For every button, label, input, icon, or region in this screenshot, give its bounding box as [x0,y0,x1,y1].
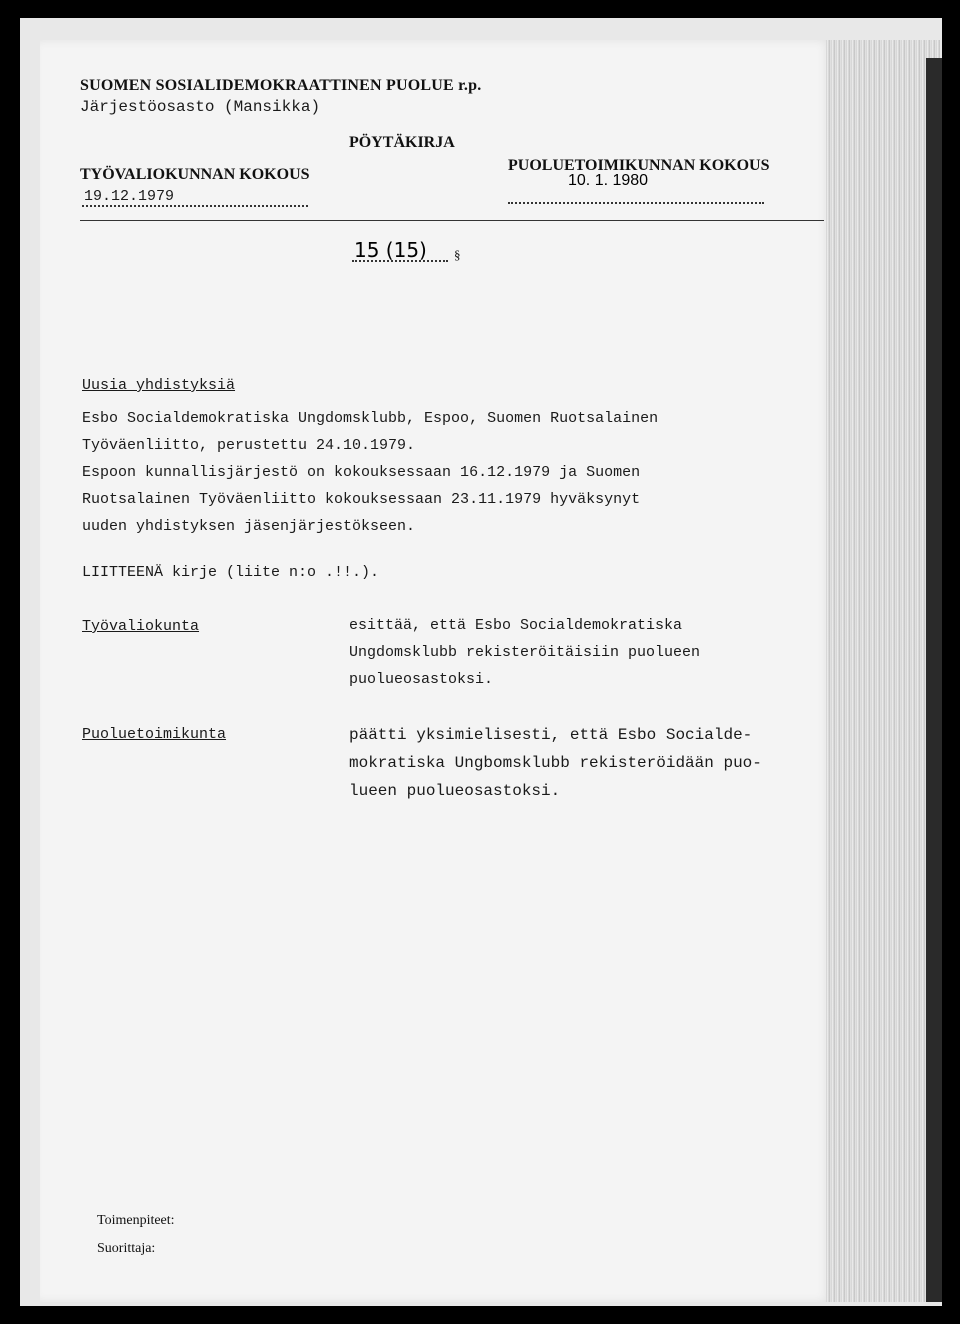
document-type: PÖYTÄKIRJA [349,134,455,151]
left-meeting-label: TYÖVALIOKUNNAN KOKOUS [80,166,310,183]
body-line: Ruotsalainen Työväenliitto kokouksessaan 23.11.1979 hyväksynyt [82,491,641,508]
right-date-dotted-line [508,202,764,204]
committee-1-line: puolueosastoksi. [349,671,494,688]
actions-label: Toimenpiteet: [97,1213,175,1228]
body-line: Esbo Socialdemokratiska Ungdomsklubb, Espoo, Suomen Ruotsalainen [82,410,659,427]
binder-page-edges [826,40,940,1302]
header-rule [80,220,824,221]
binder-spine-shadow [926,58,942,1302]
committee-2-line: mokratiska Ungbomsklubb rekisteröidään puo- [349,754,762,772]
body-line: Espoon kunnallisjärjestö on kokouksessaan 16.12.1979 ja Suomen [82,464,641,481]
topic-heading: Uusia yhdistyksiä [82,377,236,394]
committee-1-line: Ungdomsklubb rekisteröitäisiin puolueen [349,644,701,661]
department-name: Järjestöosasto (Mansikka) [80,98,321,116]
right-meeting-label: PUOLUETOIMIKUNNAN KOKOUS [508,157,770,174]
committee-2-line: lueen puolueosastoksi. [349,782,561,800]
section-dotted-line [352,260,448,262]
section-symbol: § [454,247,461,262]
committee-2-name: Puoluetoimikunta [82,726,227,743]
committee-2-line: päätti yksimielisesti, että Esbo Socialde- [349,726,753,744]
attachment-note: LIITTEENÄ kirje (liite n:o .!!.). [82,564,380,581]
body-line: Työväenliitto, perustettu 24.10.1979. [82,437,416,454]
section-number: 15 (15) [354,238,427,262]
left-meeting-date: 19.12.1979 [84,188,175,205]
performer-label: Suorittaja: [97,1241,156,1256]
committee-1-name: Työvaliokunta [82,618,200,635]
committee-1-line: esittää, että Esbo Socialdemokratiska [349,617,683,634]
right-meeting-date: 10. 1. 1980 [568,172,649,189]
body-line: uuden yhdistyksen jäsenjärjestökseen. [82,518,416,535]
left-date-dotted-line [82,205,308,207]
organization-name: SUOMEN SOSIALIDEMOKRAATTINEN PUOLUE r.p. [80,77,482,94]
